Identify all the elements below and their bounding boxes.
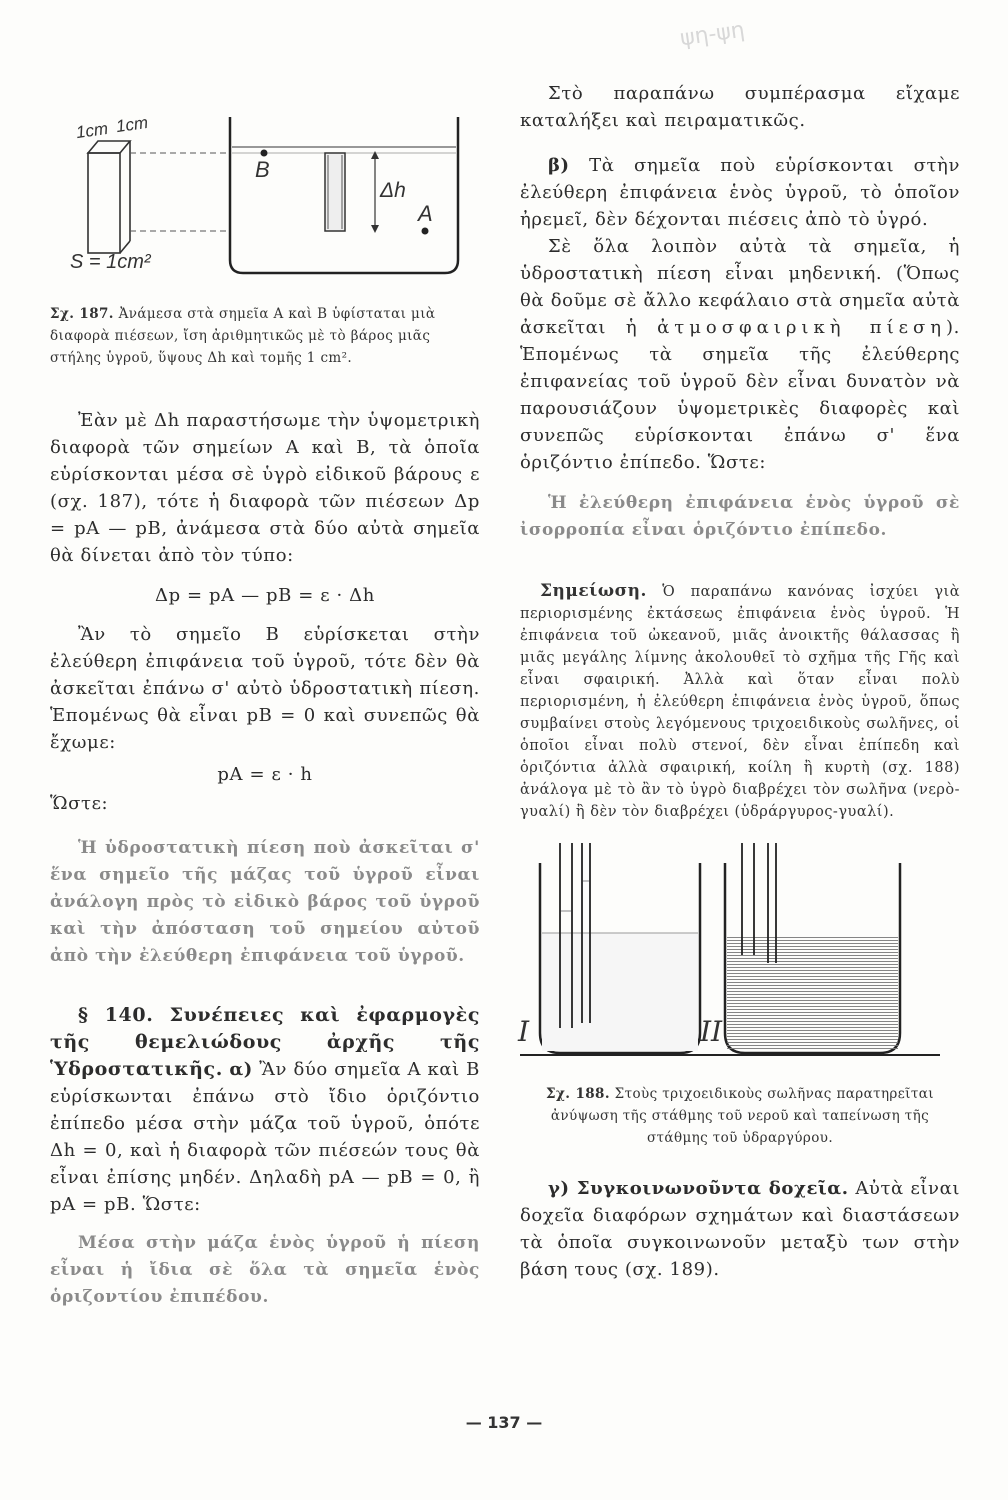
rule-hydrostatic-pressure: Ἡ ὑδροστατικὴ πίεση ποὺ ἀσκεῖται σ' ἕνα σημεῖο τῆς μάζας τοῦ ὑγροῦ εἶναι ἀνάλογη πρὸς τὸ εἰδικὸ βάρος τοῦ ὑγροῦ καὶ τὴν ἀπόσταση τοῦ σημείου αὐτοῦ ἀπὸ τὴν ἐλεύθερη ἐπιφάνεια τοῦ ὑγροῦ. (50, 838, 480, 966)
formula-delta-p: Δp = pA — pB = ε · Δh (155, 585, 375, 606)
fig188-caption-text: Στοὺς τριχοειδικοὺς σωλῆνας παρατηρεῖται ἀνύψωση τῆς στάθμης τοῦ νεροῦ καὶ ταπείνωση τῆς στάθμης τοῦ ὑδραργύρου. (550, 1086, 934, 1146)
paragraph-b (520, 152, 960, 233)
page-number: — 137 — (465, 1413, 543, 1432)
fig187-label-cm2: 1cm (114, 112, 150, 137)
note-text: Ὁ παραπάνω κανόνας ἰσχύει γιὰ περιορισμένης ἐκτάσεως ἐπιφάνεια ἑνὸς ὑγροῦ. Ἡ ἐπιφάνεια τοῦ ὠκεανοῦ, μιᾶς ἀνοικτῆς θάλασσας ἢ μιᾶς μεγάλης λίμνης ἀκολουθεῖ τὸ σχῆμα τῆς Γῆς καὶ εἶναι σφαιρική. Ἀλλὰ καὶ ὅταν εἶναι πολὺ περιορισμένη, ἡ ἐλεύθερη ἐπιφάνεια ἑνὸς ὑγροῦ, ὅπως συμβαίνει στοὺς λεγόμενους τριχοειδικοὺς σωλῆνες, οἱ ὁποῖοι εἶναι πολὺ στενοί, δὲν εἶναι ἐπίπεδη καὶ ὁριζόντια ἀλλὰ σφαιρική, κοίλη ἢ κυρτὴ (σχ. 188) ἀνάλογα μὲ τὸ ἂν τὸ ὑγρὸ διαβρέχει τὸν σωλῆνα (νερὸ-γυαλί) ἢ δὲν τὸν διαβρέχει (ὑδράργυρος-γυαλί). (520, 584, 961, 820)
paragraph-free-surface: Ἂν τὸ σημεῖο Β εὑρίσκεται στὴν ἐλεύθερη ἐπιφάνεια τοῦ ὑγροῦ, τότε δὲν θὰ ἀσκεῖται ἐπάνω σ' αὐτὸ ὑδροστατικὴ πίεση. Ἑπομένως θὰ εἶναι pB = 0 καὶ συνεπῶς θὰ ἔχωμε: (50, 624, 480, 753)
section-140-heading: § 140. Συνέπειες καὶ ἐφαρμογὲς τῆς θεμελιώδους ἀρχῆς τῆς Ὑδροστατικῆς. (50, 1004, 480, 1080)
pencil-scrawl: ψη-ψη (678, 17, 747, 52)
fig187-caption-text: Ἀνάμεσα στὰ σημεῖα Α καὶ Β ὑφίσταται μιὰ διαφορὰ πιέσεων, ἴση ἀριθμητικῶς μὲ τὸ βάρος μιᾶς στήλης ὑγροῦ, ὕψους Δh καὶ τομῆς 1 cm². (50, 306, 436, 366)
section-140-text: Ἂν δύο σημεῖα Α καὶ Β εὑρίσκωνται ἐπάνω στὸ ἴδιο ὁριζόντιο ἐπίπεδο μέσα στὴν μάζα τοῦ ὑγροῦ, ὁπότε Δh = 0, καὶ ἡ διαφορὰ τῶν πιέσεών τους θὰ εἶναι ἐπίσης μηδέν. Δηλαδὴ pA — pB = 0, ἢ pA = pB. Ὥστε: (50, 1059, 480, 1215)
fig187-label-area: S = 1cm² (70, 251, 151, 273)
paragraph-hoste-1: Ὥστε: (50, 793, 109, 814)
paragraph-experimental: Στὸ παραπάνω συμπέρασμα εἴχαμε καταλήξει καὶ πειραματικῶς. (520, 83, 960, 131)
rule-free-surface-horizontal: Ἡ ἐλεύθερη ἐπιφάνεια ἑνὸς ὑγροῦ σὲ ἰσορροπία εἶναι ὁριζόντιο ἐπίπεδο. (520, 493, 960, 540)
figure-187-caption (50, 303, 480, 369)
formula-pa: pA = ε · h (217, 764, 313, 785)
paragraph-pressure-difference: Ἐὰν μὲ Δh παραστήσωμε τὴν ὑψομετρικὴ διαφορὰ τῶν σημείων Α καὶ Β, τὰ ὁποῖα εὑρίσκονται μέσα σὲ ὑγρὸ εἰδικοῦ βάρους ε (σχ. 187), τότε ἡ διαφορὰ τῶν πιέσεων Δp = pA — pB, ἀνάμεσα στὰ δύο αὐτὰ σημεῖα θὰ δίνεται ἀπὸ τὸν τύπο: (50, 410, 480, 566)
section-140-a-label: α) (229, 1059, 253, 1080)
fig187-label-cm1: 1cm (74, 118, 110, 143)
rule-same-pressure: Μέσα στὴν μάζα ἑνὸς ὑγροῦ ἡ πίεση εἶναι ἡ ἴδια σὲ ὅλα τὰ σημεῖα ἑνὸς ὁριζοντίου ἐπιπέδου. (50, 1233, 480, 1307)
fig187-caption-number: Σχ. 187. (50, 306, 114, 322)
fig187-label-b: B (255, 157, 270, 182)
paragraph-zero-pressure-part2: ). Ἑπομένως τὰ σημεῖα τῆς ἐλεύθερης ἐπιφανείας τοῦ ὑγροῦ δὲν εἶναι δυνατὸν νὰ παρουσιάζουν ὑψομετρικὲς διαφορὲς καὶ συνεπῶς εὑρίσκονται ἐπάνω σ' ἕνα ὁριζόντιο ἐπίπεδο. Ὥστε: (520, 317, 960, 473)
fig188-label-i: I (518, 1015, 530, 1048)
figure-188-caption (520, 1083, 960, 1149)
communicating-vessels-text: Αὐτὰ εἶναι δοχεῖα διαφόρων σχημάτων καὶ διαστάσεων τὰ ὁποῖα συγκοινωνοῦν μεταξὺ των στὴν βάση τους (σχ. 189). (520, 1178, 960, 1280)
section-140 (50, 1002, 480, 1218)
paragraph-zero-pressure (520, 233, 960, 476)
communicating-vessels-title: γ) Συγκοινωνοῦντα δοχεῖα. (548, 1178, 849, 1199)
note-title: Σημείωση. (540, 581, 647, 601)
atmospheric-pressure-term: ἀτμοσφαιρικὴ πίεση (657, 317, 947, 338)
fig188-label-ii: II (700, 1015, 723, 1048)
fig188-caption-number: Σχ. 188. (546, 1086, 610, 1102)
fig187-label-a: A (418, 201, 433, 226)
paragraph-b-text: Τὰ σημεῖα ποὺ εὑρίσκονται στὴν ἐλεύθερη ἐπιφάνεια ἑνὸς ὑγροῦ, τὸ ὁποῖον ἠρεμεῖ, δὲν δέχονται πιέσεις ἀπὸ τὸ ὑγρό. (520, 155, 960, 230)
paragraph-zero-pressure-part1: Σὲ ὅλα λοιπὸν αὐτὰ τὰ σημεῖα, ἡ ὑδροστατικὴ πίεση εἶναι μηδενική. (Ὅπως θὰ δοῦμε σὲ ἄλλο κεφάλαιο στὰ σημεῖα αὐτὰ ἀσκεῖται ἡ (520, 236, 960, 338)
figure-187 (50, 95, 480, 295)
figure-188 (520, 843, 940, 1063)
note-paragraph (520, 580, 960, 823)
paragraph-b-label: β) (548, 155, 570, 176)
right-column (520, 80, 960, 1283)
figure-188-drawing (520, 843, 940, 1063)
paragraph-communicating-vessels (520, 1175, 960, 1283)
left-column (50, 95, 480, 1311)
fig187-label-dh: Δh (380, 179, 406, 202)
